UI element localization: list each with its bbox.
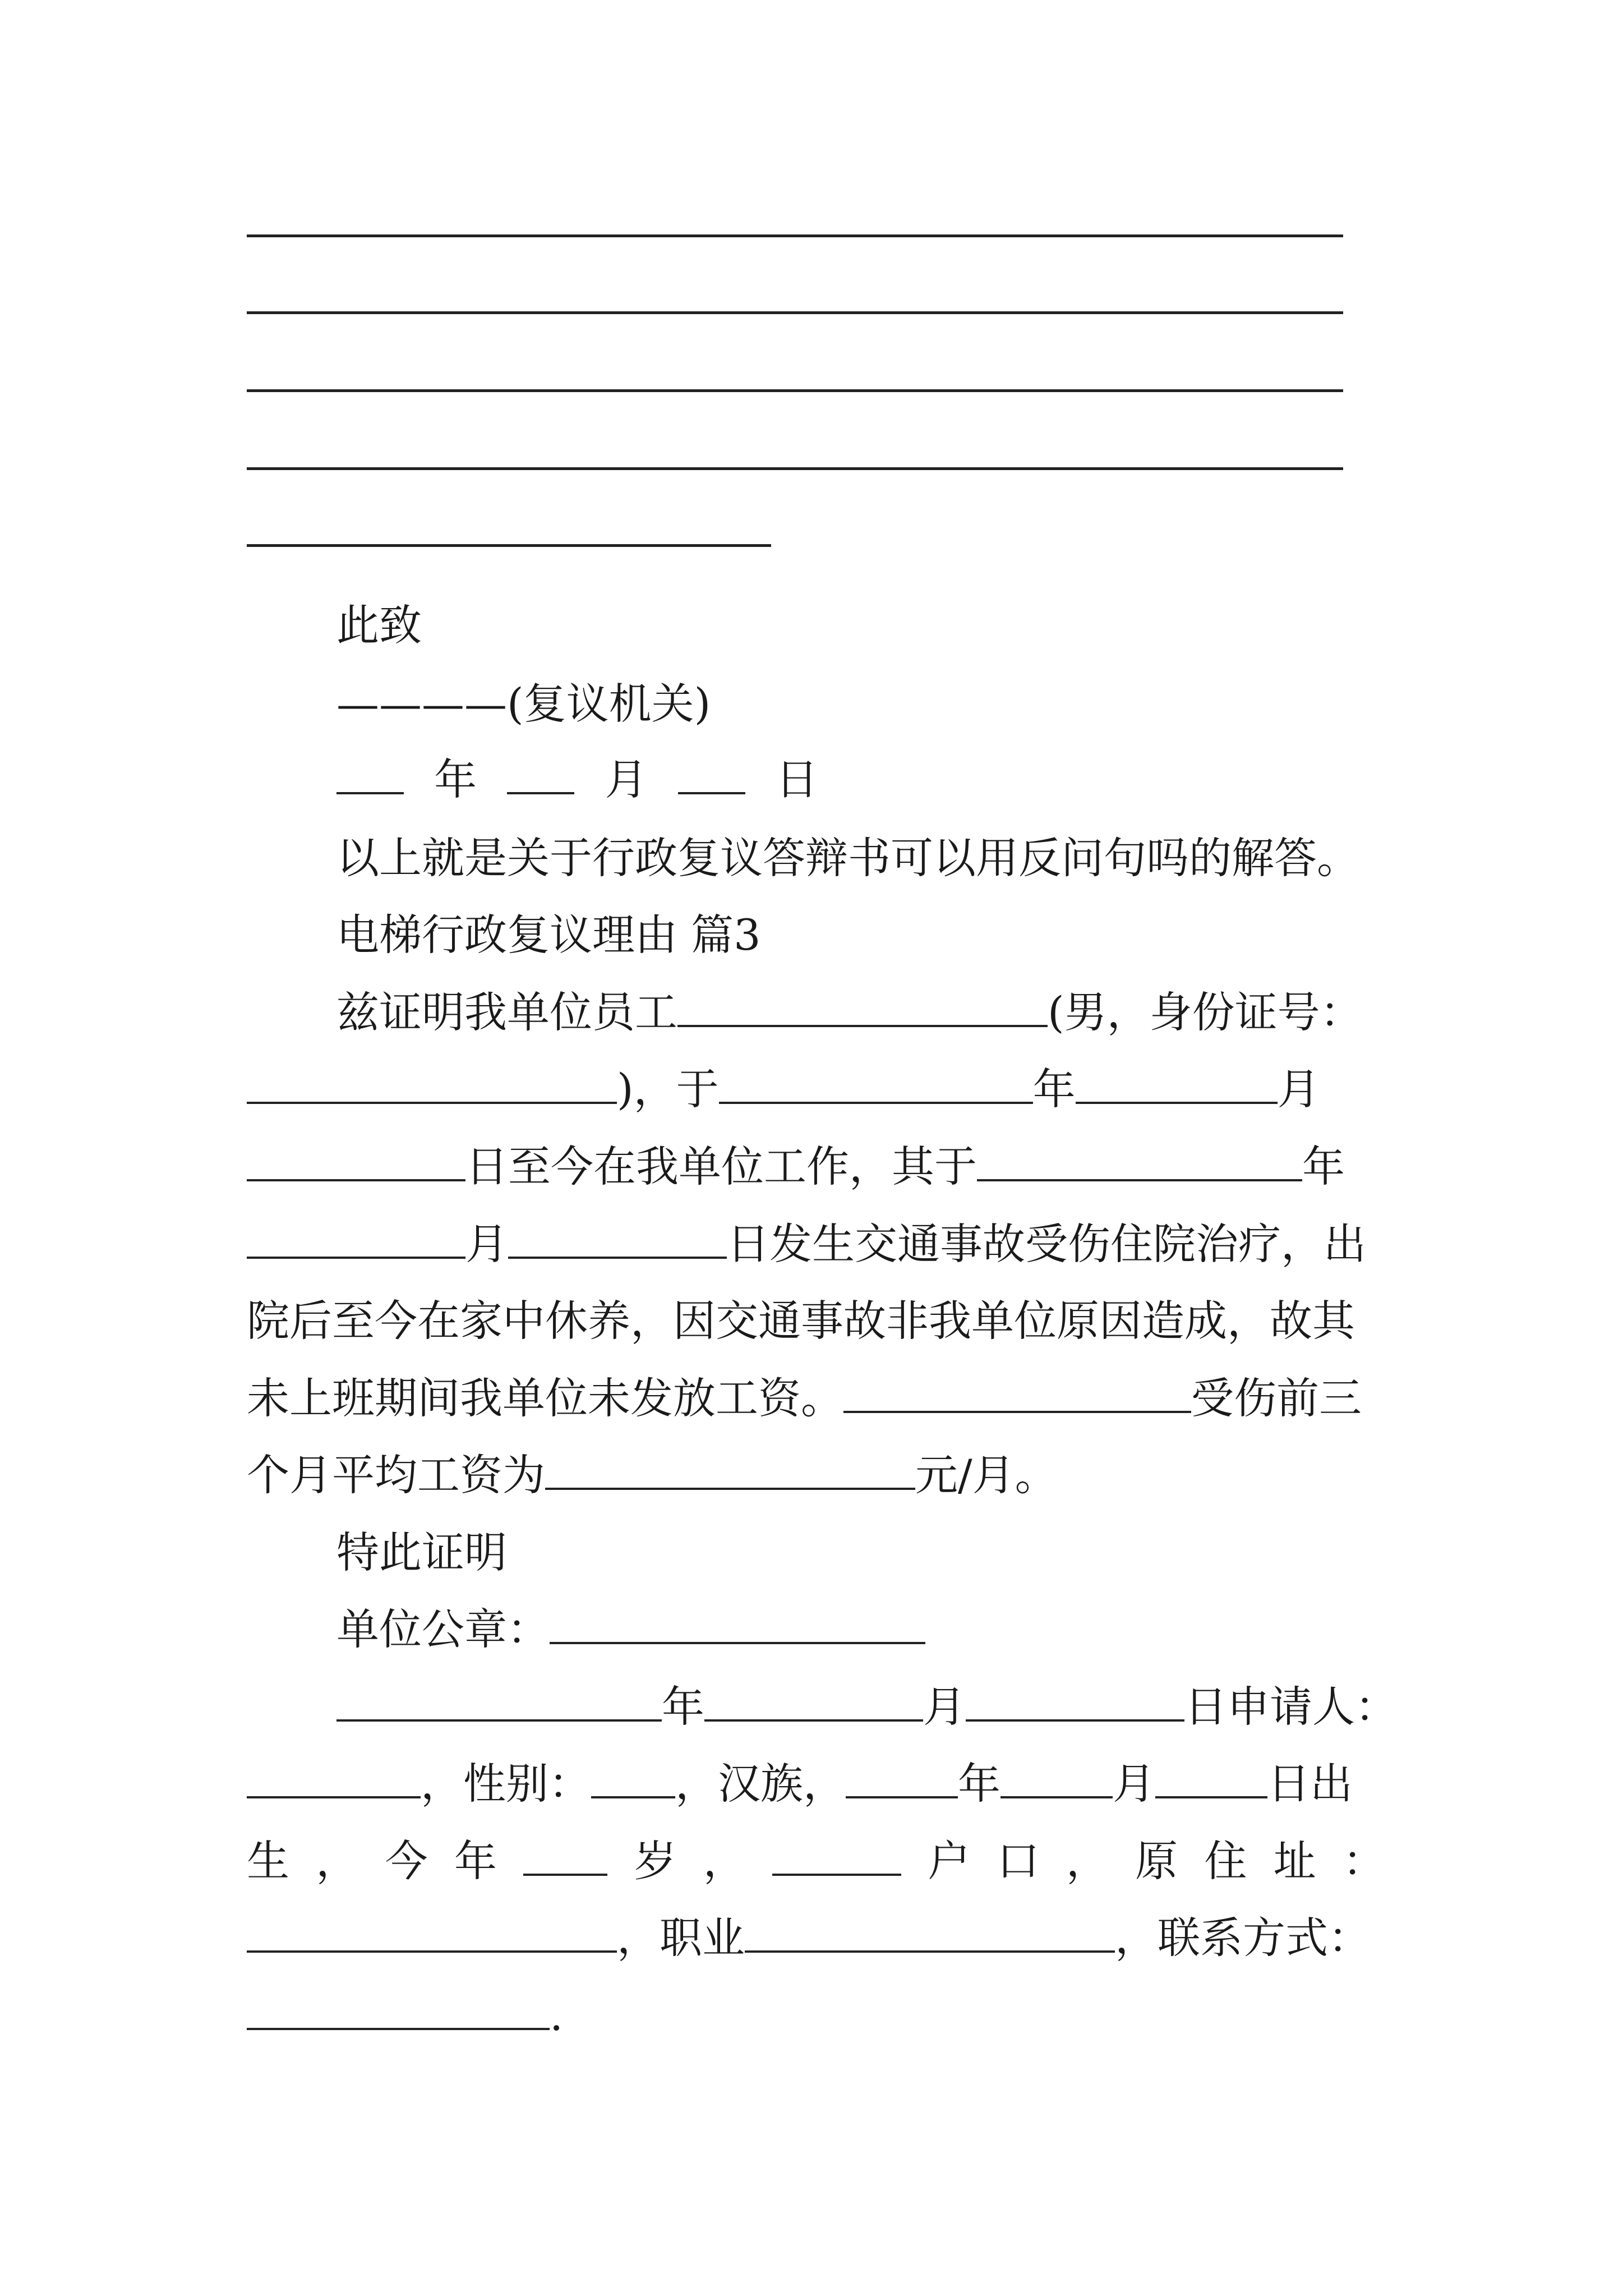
date-applicant-line: 年 月 日申请人： [336,1679,1385,1735]
hereby-certify: 特此证明 [336,1527,507,1577]
salutation: 此致 [336,600,422,650]
section-title: 电梯行政复议理由 篇3 [336,910,761,960]
cert-line-7: 个月平均工资为 元/月。 [247,1447,1385,1503]
occupation-contact-line: ，职业 ，联系方式： [247,1910,1385,1966]
cert-line-2: )，于 年 月 [247,1061,1385,1117]
answer-line-2 [247,311,1343,314]
answer-line-1 [247,234,1343,237]
cert-line-6: 未上班期间我单位未发放工资。 受伤前三 [247,1370,1385,1427]
unit-seal: 单位公章： [336,1602,1385,1658]
birth-age-address-line: 生 ， 今 年 岁 ， 户 口 ， 原 住 址 ： [247,1833,1385,1889]
summary-sentence: 以上就是关于行政复议答辩书可以用反问句吗的解答。 [336,833,1359,883]
answer-line-4 [247,467,1343,470]
cert-line-1: 兹证明我单位员工 (男，身份证号： [336,984,1385,1041]
cert-line-3: 日至今在我单位工作，其于 年 [247,1139,1385,1195]
answer-line-5 [247,544,771,547]
closing-date: 年 月 日 [336,752,1385,808]
reconsideration-authority: ————(复议机关) [336,679,711,729]
cert-line-5: 院后至今在家中休养，因交通事故非我单位原因造成，故其 [247,1296,1355,1346]
answer-line-3 [247,389,1343,392]
contact-end-line: . [247,1987,1385,2044]
cert-line-4: 月 日发生交通事故受伤住院治疗，出 [247,1216,1385,1272]
applicant-info-line: ，性别： ，汉族， 年 月 日出 [247,1756,1385,1812]
